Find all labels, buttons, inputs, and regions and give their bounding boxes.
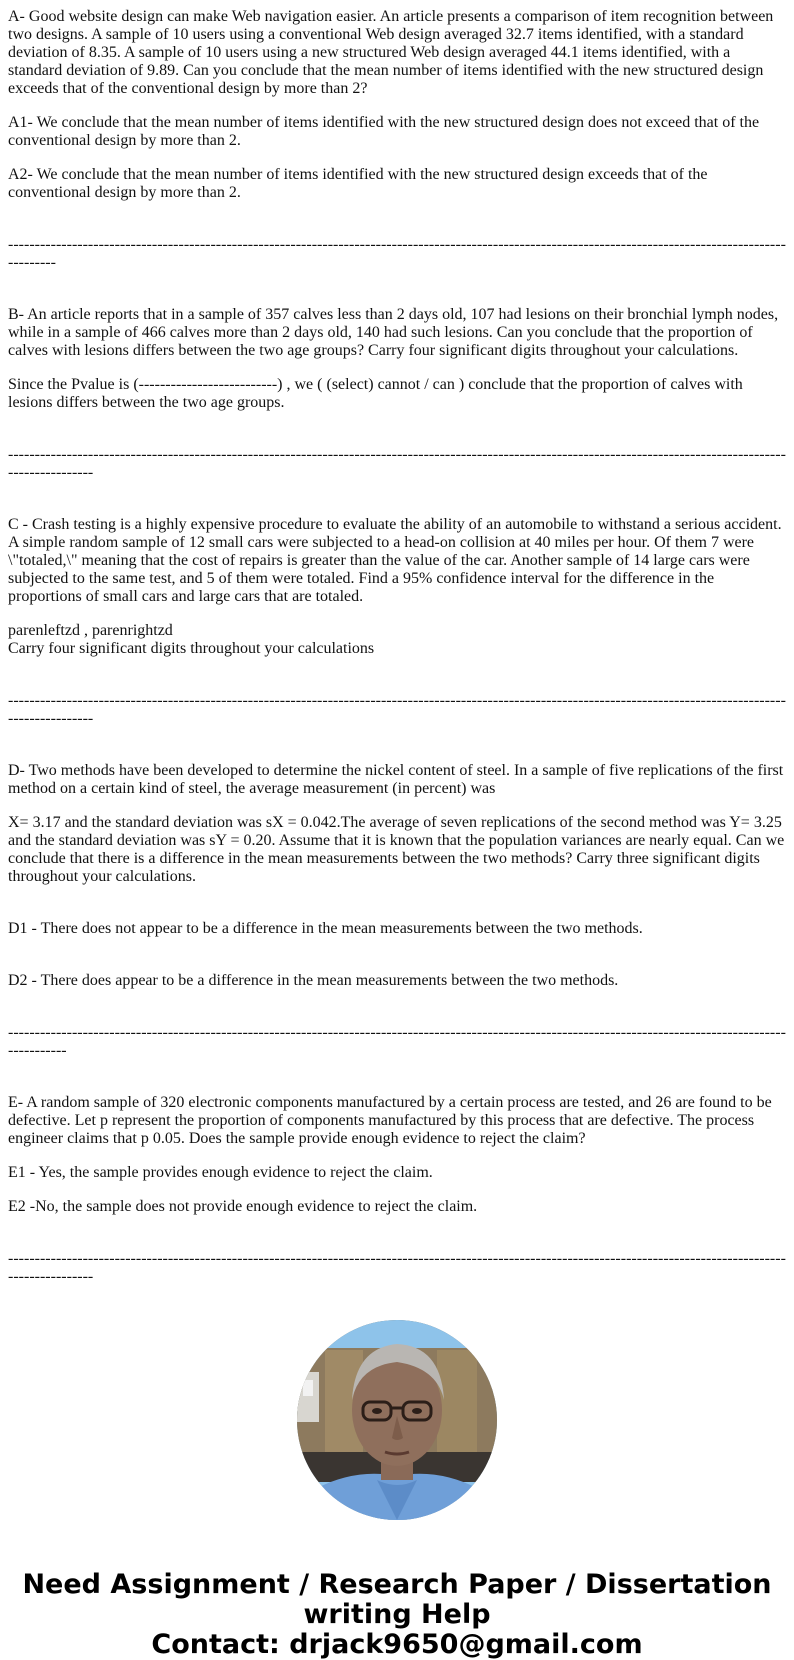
- separator-a: -----------------------------------------------------------------------------------------------------------------------------------------------------------: [8, 236, 786, 271]
- help-headline: Need Assignment / Research Paper / Dissertation writing Help: [22, 1569, 772, 1630]
- avatar-container: [0, 1320, 794, 1520]
- separator-c: ------------------------------------------------------------------------------------------------------------------------------------------------------------------: [8, 692, 786, 727]
- question-d-text-2: X= 3.17 and the standard deviation was sX = 0.042.The average of seven replications of the second method was Y= 3.25 and the standard deviation was sY = 0.20. Assume that it is known that the population variances are nearly equal. Can we conclude that there is a difference in the mean measurements between the two methods? Carry three significant digits throughout your calculations.: [8, 814, 785, 885]
- person-portrait-icon: [297, 1320, 497, 1520]
- option-d2: D2 - There does appear to be a difference in the mean measurements between the two methods.: [8, 972, 619, 989]
- question-a: [8, 8, 786, 272]
- question-a-text: A- Good website design can make Web navigation easier. An article presents a comparison of item recognition between two designs. A sample of 10 users using a conventional Web design averaged 32.7 items identified, with a standard deviation of 8.35. A sample of 10 users using a new structured Web design averaged 44.1 items identified, with a standard deviation of 9.89. Can you conclude that the mean number of items identified with the new structured design exceeds that of the conventional design by more than 2?: [8, 8, 774, 97]
- question-d: [8, 762, 786, 1060]
- question-b-text: B- An article reports that in a sample of 357 calves less than 2 days old, 107 had lesions on their bronchial lymph nodes, while in a sample of 466 calves more than 2 days old, 140 had such lesions. Can you conclude that the proportion of calves with lesions differs between the two age groups? Carry four significant digits throughout your calculations.: [8, 306, 779, 359]
- interval-line-c: parenleftzd , parenrightzd: [8, 622, 173, 639]
- question-d-text-1: D- Two methods have been developed to determine the nickel content of steel. In a sample of five replications of the first method on a certain kind of steel, the average measurement (in percent) was: [8, 762, 784, 797]
- separator-e: ------------------------------------------------------------------------------------------------------------------------------------------------------------------: [8, 1250, 786, 1285]
- contact-email: Contact: drjack9650@gmail.com: [151, 1629, 643, 1660]
- option-e2: E2 -No, the sample does not provide enough evidence to reject the claim.: [8, 1198, 478, 1215]
- contact-banner: [0, 1570, 794, 1660]
- question-e: [8, 1094, 786, 1286]
- question-b: [8, 306, 786, 482]
- answer-line-b: Since the Pvalue is (--------------------------) , we ( (select) cannot / can ) conclude that the proportion of calves with lesions differs between the two age groups.: [8, 376, 743, 411]
- option-a1: A1- We conclude that the mean number of items identified with the new structured design does not exceed that of the conventional design by more than 2.: [8, 114, 760, 149]
- option-e1: E1 - Yes, the sample provides enough evidence to reject the claim.: [8, 1164, 433, 1181]
- separator-b: ------------------------------------------------------------------------------------------------------------------------------------------------------------------: [8, 446, 786, 481]
- interval-block-c: [8, 622, 786, 658]
- question-c-text: C - Crash testing is a highly expensive procedure to evaluate the ability of an automobile to withstand a serious accident. A simple random sample of 12 small cars were subjected to a head-on collision at 40 miles per hour. Of them 7 were \"totaled,\" meaning that the cost of repairs is greater than the value of the car. Another sample of 14 large cars were subjected to the same test, and 5 of them were totaled. Find a 95% confidence interval for the difference in the proportions of small cars and large cars that are totaled.: [8, 516, 782, 605]
- author-avatar: [297, 1320, 497, 1520]
- option-a2: A2- We conclude that the mean number of items identified with the new structured design exceeds that of the conventional design by more than 2.: [8, 166, 708, 201]
- note-c: Carry four significant digits throughout your calculations: [8, 640, 375, 657]
- question-c: [8, 516, 786, 728]
- question-e-text: E- A random sample of 320 electronic components manufactured by a certain process are tested, and 26 are found to be defective. Let p represent the proportion of components manufactured by this process that are defective. The process engineer claims that p 0.05. Does the sample provide enough evidence to reject the claim?: [8, 1094, 772, 1147]
- separator-d: -------------------------------------------------------------------------------------------------------------------------------------------------------------: [8, 1024, 786, 1059]
- option-d1: D1 - There does not appear to be a difference in the mean measurements between the two methods.: [8, 920, 643, 937]
